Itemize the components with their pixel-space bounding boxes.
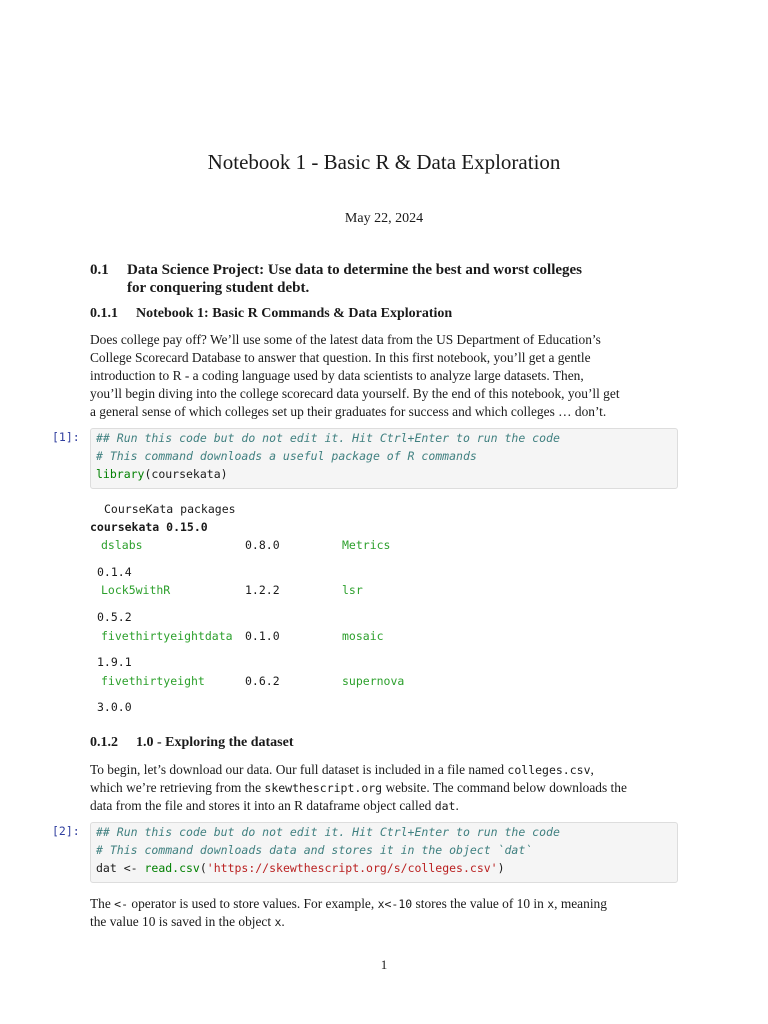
inline-code: x: [547, 897, 555, 911]
package-version: 3.0.0: [97, 700, 132, 714]
package-version: 0.8.0: [245, 538, 280, 552]
code-cell-2[interactable]: [90, 822, 678, 883]
cell-prompt: [2]:: [52, 824, 80, 838]
subsection-number: 0.1.1: [90, 306, 118, 321]
package-version: 0.5.2: [97, 610, 132, 624]
operator-paragraph: [90, 895, 678, 931]
paragraph-line: [90, 761, 678, 779]
package-version: 0.1.0: [245, 629, 280, 643]
paragraph-line: [90, 895, 678, 913]
section-number: 0.1: [90, 262, 109, 278]
text-run: .: [455, 798, 459, 813]
code-line: [96, 861, 505, 879]
text-run: operator is used to store values. For example,: [128, 896, 378, 911]
paragraph-line: you’ll begin diving into the college scorecard data yourself. By the end of this notebook, you’ll get: [90, 386, 620, 401]
package-name: Lock5withR: [101, 583, 171, 597]
code-line: [96, 467, 228, 485]
text-run: data from the file and stores it into an R dataframe object called: [90, 798, 435, 813]
text-run: the value 10 is saved in the object: [90, 914, 275, 929]
text-run: , meaning: [554, 896, 607, 911]
code-paren: (: [199, 861, 207, 875]
paragraph-line: [90, 797, 678, 815]
code-paren: ): [497, 861, 505, 875]
subsection-number: 0.1.2: [90, 735, 118, 750]
intro-paragraph: [90, 331, 678, 421]
document-title: Notebook 1 - Basic R & Data Exploration: [207, 150, 561, 174]
paragraph-line: Does college pay off? We’ll use some of the latest data from the US Department of Education’s: [90, 332, 601, 347]
code-function: read.csv: [144, 861, 200, 875]
paragraph-line: introduction to R - a coding language used by data scientists to analyze large datasets. Then,: [90, 368, 584, 383]
section-title-line-2: for conquering student debt.: [127, 280, 310, 296]
package-version: 0.1.4: [97, 565, 132, 579]
text-run: website. The command below downloads the: [382, 780, 627, 795]
package-name: mosaic: [342, 629, 384, 643]
package-name: Metrics: [342, 538, 391, 552]
code-comment: # This command downloads a useful package of R commands: [96, 449, 477, 463]
package-name: dslabs: [101, 538, 143, 552]
code-string: 'https://skewthescript.org/s/colleges.csv': [206, 861, 498, 875]
package-name: fivethirtyeight: [101, 674, 205, 688]
text-run: which we’re retrieving from the: [90, 780, 265, 795]
inline-code: x: [274, 915, 282, 929]
paragraph-line: [90, 913, 678, 931]
package-version: 1.9.1: [97, 655, 132, 669]
package-version: 0.6.2: [245, 674, 280, 688]
code-comment: ## Run this code but do not edit it. Hit Ctrl+Enter to run the code: [96, 431, 560, 445]
code-cell-1[interactable]: [90, 428, 678, 489]
code-comment: ## Run this code but do not edit it. Hit Ctrl+Enter to run the code: [96, 825, 560, 839]
text-run: .: [281, 914, 285, 929]
output-version-line: coursekata 0.15.0: [90, 520, 208, 534]
code-assign: dat <-: [96, 861, 145, 875]
subsection-title: 1.0 - Exploring the dataset: [136, 735, 294, 750]
package-name: fivethirtyeightdata: [101, 629, 233, 643]
text-run: To begin, let’s download our data. Our full dataset is included in a file named: [90, 762, 508, 777]
code-comment: # This command downloads data and stores it in the object `dat`: [96, 843, 533, 857]
inline-code: colleges.csv: [507, 763, 591, 777]
document-date: May 22, 2024: [344, 211, 424, 226]
text-run: stores the value of 10 in: [412, 896, 548, 911]
paragraph-line: [90, 779, 678, 797]
inline-code: x<-10: [377, 897, 413, 911]
inline-code: dat: [434, 799, 456, 813]
package-name: supernova: [342, 674, 405, 688]
output-header: CourseKata packages: [104, 502, 236, 516]
section-title-line-1: Data Science Project: Use data to determine the best and worst colleges: [127, 262, 583, 278]
text-run: The: [90, 896, 115, 911]
page-number: 1: [380, 957, 388, 972]
dataset-paragraph: [90, 761, 678, 815]
package-version: 1.2.2: [245, 583, 280, 597]
text-run: ,: [590, 762, 594, 777]
cell-prompt: [1]:: [52, 430, 80, 444]
package-name: lsr: [342, 583, 363, 597]
paragraph-line: College Scorecard Database to answer that question. In this first notebook, you’ll get a gentle: [90, 350, 591, 365]
code-function: library: [96, 467, 145, 481]
subsection-title: Notebook 1: Basic R Commands & Data Exploration: [136, 306, 453, 321]
inline-code: <-: [114, 897, 129, 911]
inline-code: skewthescript.org: [264, 781, 383, 795]
paragraph-line: a general sense of which colleges set up their graduates for success and which colleges … don’t.: [90, 404, 607, 419]
code-args: (coursekata): [144, 467, 228, 481]
